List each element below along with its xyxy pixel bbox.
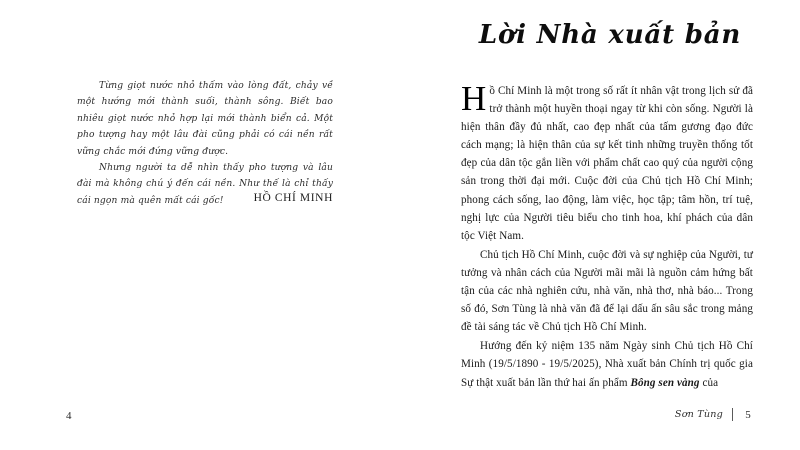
footer-divider — [732, 408, 733, 421]
body-paragraph-1-text: ồ Chí Minh là một trong số rất ít nhân vật trong lịch sử đã trở thành một huyền thoại ngay từ khi còn sống. Người là hiện thân đầy đủ nhất, cao đẹp nhất của tấm gương đạo đức cách mạng; là hiện thân của sự kết tinh những truyền thống tốt đẹp của dân tộc gắn liền với phẩm chất cao quý của người cộng sản trong thời đại mới. Cuộc đời của Chủ tịch Hồ Chí Minh; phong cách sống, lao động, làm việc, học tập; tâm hồn, trí tuệ, nghị lực của Người tiêu biểu cho tinh hoa, khí phách của dân tộc Việt Nam. — [461, 85, 753, 242]
referenced-book-title: Bông sen vàng — [630, 376, 700, 389]
body-paragraph-3 — [461, 337, 753, 391]
epigraph-block — [77, 78, 333, 209]
epigraph-paragraph-text: Nhưng người ta dễ nhìn thấy pho tượng và lâu đài mà không chú ý đến cái nền. Như thế là chỉ thấy cái ngọn mà quên mất cái gốc! — [77, 163, 333, 206]
epigraph-attribution: HỒ CHÍ MINH — [253, 192, 333, 204]
recto-page-number: 5 — [745, 408, 751, 421]
body-paragraph-3-text-after: của — [699, 376, 719, 389]
drop-cap: H — [461, 79, 487, 118]
epigraph-paragraph — [77, 78, 333, 160]
recto-page — [400, 0, 800, 450]
running-head-author: Sơn Tùng — [674, 409, 723, 420]
body-text-block — [461, 79, 753, 392]
body-paragraph-1 — [461, 79, 753, 245]
epigraph-paragraph-text: Từng giọt nước nhỏ thấm vào lòng đất, chảy về một hướng mới thành suối, thành sông. Biết bao nhiêu giọt nước nhỏ hợp lại mới thành biển cả. Một pho tượng hay một lâu đài cũng phải có cái nền rất vững chắc mới đứng vững được. — [77, 81, 333, 157]
body-paragraph-3-text-before: Hướng đến kỷ niệm 135 năm Ngày sinh Chủ tịch Hồ Chí Minh (19/5/1890 - 19/5/2025), Nhà xuất bản Chính trị quốc gia Sự thật xuất bản lần thứ hai ấn phẩm — [461, 340, 753, 389]
body-paragraph-2-text: Chủ tịch Hồ Chí Minh, cuộc đời và sự nghiệp của Người, tư tưởng và nhân cách của Người mãi mãi là nguồn cảm hứng bất tận của các nhà nghiên cứu, nhà văn, nhà thơ, nhà báo... Trong số đó, Sơn Tùng là nhà văn đã để lại dấu ấn sâu sắc trong mảng đề tài sáng tác về Chủ tịch Hồ Chí Minh. — [461, 248, 753, 334]
verso-page-number: 4 — [66, 410, 72, 422]
body-paragraph-2 — [461, 246, 753, 336]
recto-footer — [675, 408, 754, 421]
chapter-title: Lời Nhà xuất bản — [478, 20, 742, 50]
